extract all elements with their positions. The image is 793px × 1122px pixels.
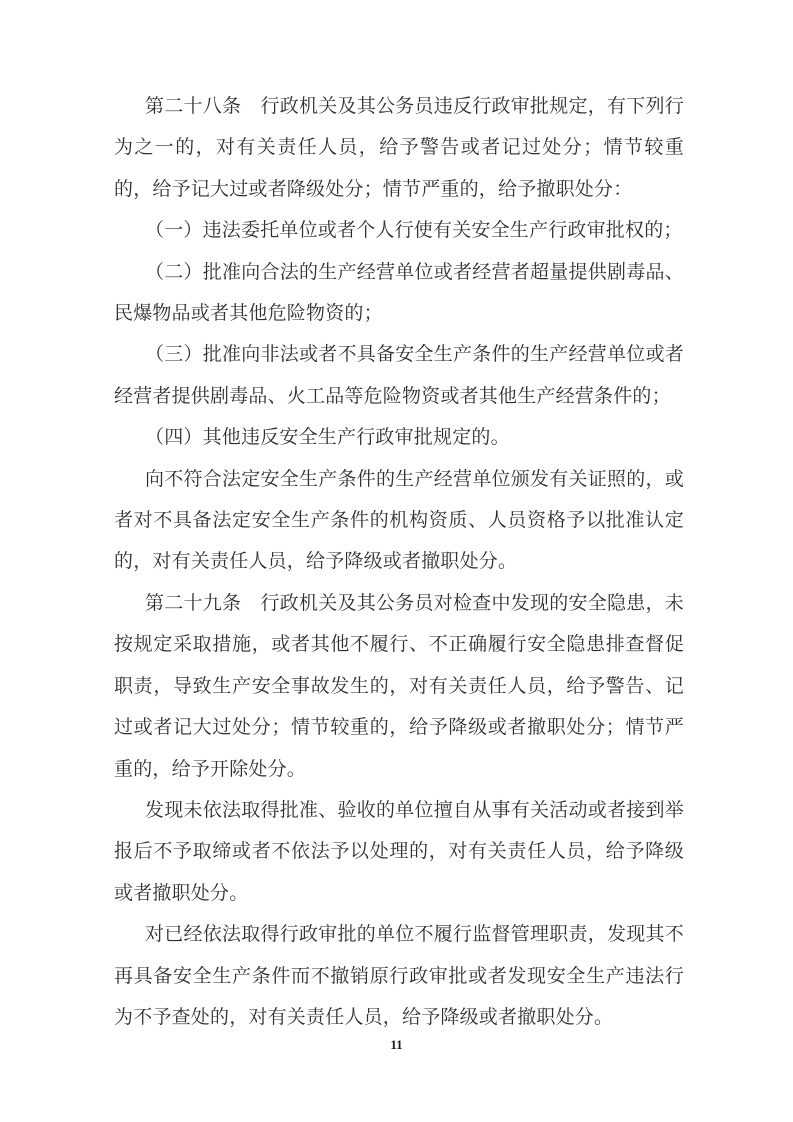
paragraph-article-29-third: 对已经依法取得行政审批的单位不履行监督管理职责，发现其不再具备安全生产条件而不撤销原行政审批或者发现安全生产违法行为不予查处的，对有关责任人员，给予降级或者撤职处分。	[114, 924, 684, 1028]
paragraph-item-3: （三）批准向非法或者不具备安全生产条件的生产经营单位或者经营者提供剧毒品、火工品等危险物资或者其他生产经营条件的；	[114, 344, 684, 407]
paragraph-article-29-second: 发现未依法取得批准、验收的单位擅自从事有关活动或者接到举报后不予取缔或者不依法予以处理的，对有关责任人员，给予降级或者撤职处分。	[114, 799, 684, 904]
paragraph-item-4: （四）其他违反安全生产行政审批规定的。	[145, 427, 510, 449]
paragraph-item-2: （二）批准向合法的生产经营单位或者经营者超量提供剧毒品、民爆物品或者其他危险物资的；	[114, 261, 684, 325]
page-number: 11	[390, 1037, 403, 1052]
paragraph-article-28: 第二十八条 行政机关及其公务员违反行政审批规定，有下列行为之一的，对有关责任人员，给予警告或者记过处分；情节较重的，给予记大过或者降级处分；情节严重的，给予撤职处分：	[114, 96, 684, 200]
paragraph-item-1: （一）违法委托单位或者个人行使有关安全生产行政审批权的；	[145, 220, 683, 242]
paragraph-article-28-tail: 向不符合法定安全生产条件的生产经营单位颁发有关证照的，或者对不具备法定安全生产条件的机构资质、人员资格予以批准认定的，对有关责任人员，给予降级或者撤职处分。	[114, 468, 684, 573]
document-body	[114, 86, 684, 1038]
paragraph-article-29: 第二十九条 行政机关及其公务员对检查中发现的安全隐患，未按规定采取措施，或者其他不履行、不正确履行安全隐患排查督促职责，导致生产安全事故发生的，对有关责任人员，给予警告、记过或者记大过处分；情节较重的，给予降级或者撤职处分；情节严重的，给予开除处分。	[114, 592, 684, 780]
